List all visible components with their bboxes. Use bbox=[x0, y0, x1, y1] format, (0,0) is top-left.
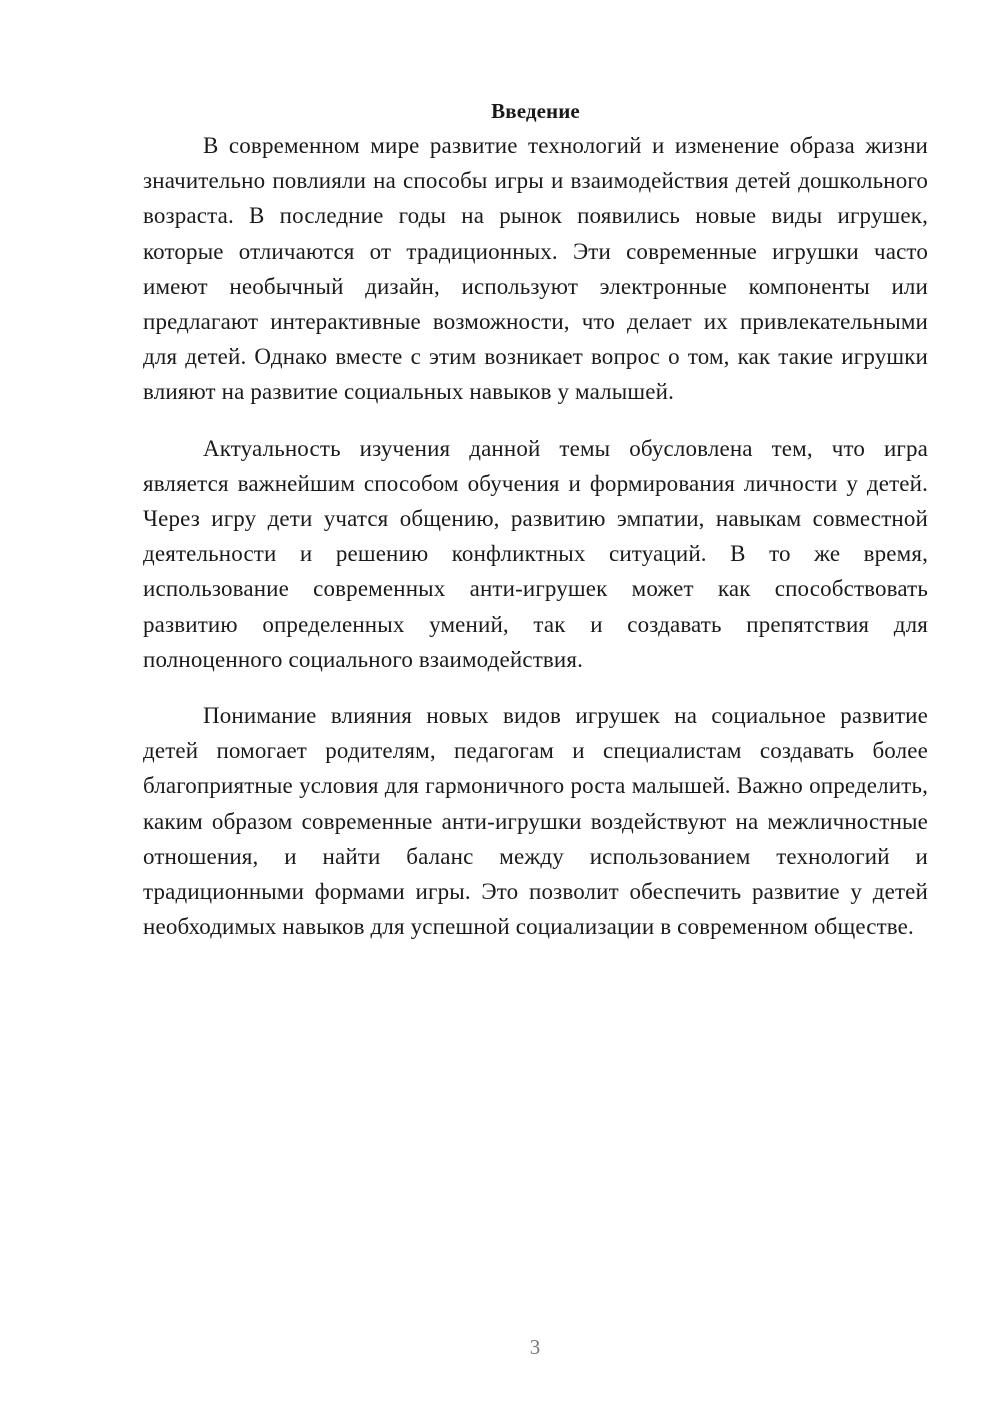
page-number: 3 bbox=[529, 1335, 541, 1359]
paragraph-1: В современном мире развитие технологий и изменение образа жизни значительно повлияли на способы игры и взаимодействия детей дошкольного возраста. В последние годы на рынок появились новые виды игрушек, которые отличаются от традиционных. Эти современные игрушки часто имеют необычный дизайн, используют электронные компоненты или предлагают интерактивные возможности, что делает их привлекательными для детей. Однако вместе с этим возникает вопрос о том, как такие игрушки влияют на развитие социальных навыков у малышей. bbox=[143, 133, 928, 405]
paragraph-3: Понимание влияния новых видов игрушек на социальное развитие детей помогает родителям, педагогам и специалистам создавать более благоприятные условия для гармоничного роста малышей. Важно определить, каким образом современные анти-игрушки воздействуют на межличностные отношения, и найти баланс между использованием технологий и традиционными формами игры. Это позволит обеспечить развитие у детей необходимых навыков для успешной социализации в современном обществе. bbox=[143, 703, 928, 940]
page-content bbox=[143, 96, 928, 944]
section-heading: Введение bbox=[491, 99, 580, 123]
paragraph-2: Актуальность изучения данной темы обусловлена тем, что игра является важнейшим способом обучения и формирования личности у детей. Через игру дети учатся общению, развитию эмпатии, навыкам совместной деятельности и решению конфликтных ситуаций. В то же время, использование современных анти-игрушек может как способствовать развитию определенных умений, так и создавать препятствия для полноценного социального взаимодействия. bbox=[143, 435, 928, 672]
